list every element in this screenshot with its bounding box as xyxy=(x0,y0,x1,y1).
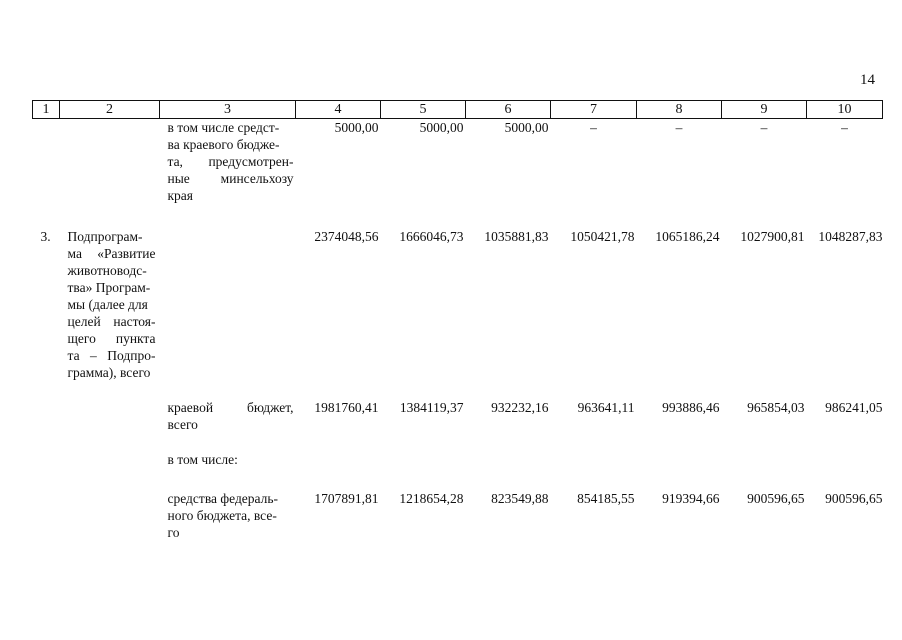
value-cell: 5000,00 xyxy=(334,120,379,135)
name-line: Подпрограм- xyxy=(67,229,143,244)
row-description xyxy=(160,399,296,433)
description-line: та, предусмотрен- xyxy=(167,154,294,169)
value-cell: 965854,03 xyxy=(747,400,805,415)
row-description xyxy=(160,490,296,541)
name-line: тва» Програм- xyxy=(67,280,151,295)
value-cell xyxy=(381,451,466,468)
row-name xyxy=(60,119,160,205)
value-cell: 2374048,56 xyxy=(314,229,379,244)
value-cell: 1666046,73 xyxy=(399,229,464,244)
value-cell: 854185,55 xyxy=(577,491,635,506)
column-header: 7 xyxy=(551,101,637,119)
value-cell: – xyxy=(675,120,683,135)
description-line: краевой бюджет, xyxy=(167,400,294,415)
value-cell xyxy=(807,451,883,468)
row-number xyxy=(33,451,60,468)
value-cell: 932232,16 xyxy=(491,400,549,415)
row-number xyxy=(33,399,60,433)
column-header: 4 xyxy=(296,101,381,119)
value-cell: 900596,65 xyxy=(825,491,883,506)
column-header: 10 xyxy=(807,101,883,119)
row-name xyxy=(60,451,160,468)
value-cell xyxy=(296,451,381,468)
value-cell: 963641,11 xyxy=(577,400,635,415)
column-header: 3 xyxy=(160,101,296,119)
budget-table xyxy=(32,100,883,541)
value-cell: 993886,46 xyxy=(662,400,720,415)
row-description xyxy=(160,119,296,205)
description-line: всего xyxy=(167,417,198,432)
row-description xyxy=(160,451,296,468)
value-cell: 986241,05 xyxy=(825,400,883,415)
description-line: го xyxy=(167,525,180,540)
value-cell xyxy=(551,451,637,468)
name-line: грамма), всего xyxy=(67,365,151,380)
column-header: 6 xyxy=(466,101,551,119)
value-cell: 5000,00 xyxy=(504,120,549,135)
value-cell: 1981760,41 xyxy=(314,400,379,415)
table-row xyxy=(33,119,883,205)
value-cell: 1027900,81 xyxy=(740,229,805,244)
row-number xyxy=(33,119,60,205)
name-line: ма «Развитие xyxy=(67,246,156,261)
value-cell: 1065186,24 xyxy=(655,229,720,244)
row-number xyxy=(33,490,60,541)
value-cell: – xyxy=(590,120,597,135)
value-cell: 5000,00 xyxy=(419,120,464,135)
value-cell: 1384119,37 xyxy=(399,400,464,415)
row-number: 3. xyxy=(40,229,51,244)
table-row xyxy=(33,490,883,541)
row-name xyxy=(60,399,160,433)
value-cell: 1048287,83 xyxy=(818,229,883,244)
description-line: в том числе средст- xyxy=(167,120,280,135)
description-line: ные минсельхозу xyxy=(167,171,294,186)
table-row xyxy=(33,228,883,381)
table-row xyxy=(33,451,883,468)
row-name xyxy=(60,228,160,381)
value-cell: 1707891,81 xyxy=(314,491,379,506)
column-header: 9 xyxy=(722,101,807,119)
description-line: края xyxy=(167,188,194,203)
table-row xyxy=(33,399,883,433)
row-name xyxy=(60,490,160,541)
value-cell xyxy=(466,451,551,468)
description-line: средства федераль- xyxy=(167,491,279,506)
value-cell xyxy=(722,451,807,468)
page-number: 14 xyxy=(860,72,875,88)
name-line: мы (далее для xyxy=(67,297,148,312)
name-line: щего пункта xyxy=(67,331,156,346)
value-cell: 1035881,83 xyxy=(484,229,549,244)
value-cell: 823549,88 xyxy=(491,491,549,506)
column-header: 2 xyxy=(60,101,160,119)
description-line: ного бюджета, все- xyxy=(167,508,277,523)
column-number-header-row xyxy=(33,101,883,119)
name-line: животноводс- xyxy=(67,263,147,278)
value-cell: – xyxy=(841,120,848,135)
value-cell: 900596,65 xyxy=(747,491,805,506)
row-description xyxy=(160,228,296,381)
column-header: 5 xyxy=(381,101,466,119)
value-cell: 1218654,28 xyxy=(399,491,464,506)
description-line: в том числе: xyxy=(167,452,238,467)
name-line: целей настоя- xyxy=(67,314,156,329)
name-line: та – Подпро- xyxy=(67,348,156,363)
column-header: 8 xyxy=(637,101,722,119)
value-cell: – xyxy=(760,120,768,135)
value-cell: 919394,66 xyxy=(662,491,720,506)
value-cell: 1050421,78 xyxy=(570,229,635,244)
value-cell xyxy=(637,451,722,468)
description-line: ва краевого бюдже- xyxy=(167,137,280,152)
column-header: 1 xyxy=(33,101,60,119)
